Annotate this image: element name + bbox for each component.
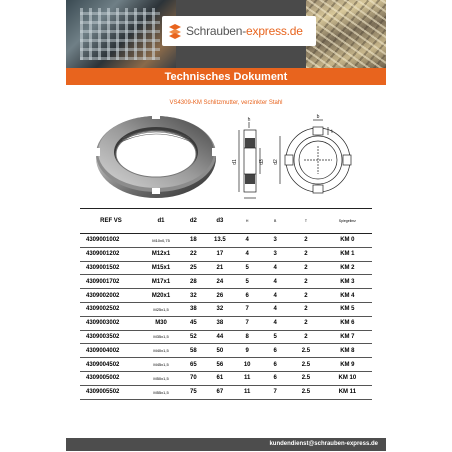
table-cell: 4309004002	[80, 344, 142, 358]
table-cell: KM 0	[323, 234, 372, 248]
table-cell: 75	[180, 385, 206, 399]
table-row	[80, 247, 372, 261]
table-cell: 45	[180, 316, 206, 330]
table-cell: 2.5	[289, 358, 323, 372]
footer-email[interactable]: kundendienst@schrauben-express.de	[269, 441, 378, 447]
table-row	[80, 330, 372, 344]
table-cell: 2	[289, 234, 323, 248]
document-title-bar	[66, 68, 386, 85]
table-row	[80, 358, 372, 372]
col-header-d1: d1	[142, 209, 180, 234]
table-cell: M30	[142, 316, 180, 330]
table-cell: 52	[180, 330, 206, 344]
table-cell: 7	[233, 316, 261, 330]
table-cell: 4309005002	[80, 371, 142, 385]
table-cell: 2	[289, 275, 323, 289]
col-header-d2: d2	[180, 209, 206, 234]
table-cell: 4	[261, 302, 289, 316]
table-cell: KM 9	[323, 358, 372, 372]
table-cell: 6	[261, 358, 289, 372]
table-cell: KM 11	[323, 385, 372, 399]
table-cell: KM 5	[323, 302, 372, 316]
table-cell: 2	[289, 289, 323, 303]
table-cell: 4309001502	[80, 261, 142, 275]
table-cell: 4	[233, 234, 261, 248]
table-cell: 6	[261, 344, 289, 358]
label-b: b	[316, 114, 320, 120]
slotted-nut-photo	[94, 114, 218, 198]
table-cell: 32	[207, 302, 234, 316]
front-view-drawing	[280, 120, 351, 193]
table-cell: KM 7	[323, 330, 372, 344]
table-cell: 4	[261, 261, 289, 275]
table-cell: 11	[233, 385, 261, 399]
table-cell: M15x1	[142, 261, 180, 275]
table-cell: 8	[233, 330, 261, 344]
table-row	[80, 261, 372, 275]
table-cell: 4309001202	[80, 247, 142, 261]
table-cell: M10x0,75	[142, 234, 180, 248]
label-d2: d2	[273, 159, 279, 165]
table-cell: 4309003002	[80, 316, 142, 330]
table-cell: M50x1,5	[142, 371, 180, 385]
table-row	[80, 316, 372, 330]
table-cell: 3	[261, 234, 289, 248]
table-cell: 4309002002	[80, 289, 142, 303]
table-cell: M17x1	[142, 275, 180, 289]
table-row	[80, 385, 372, 399]
table-cell: 2.5	[289, 371, 323, 385]
table-cell: 4309001002	[80, 234, 142, 248]
table-cell: 2	[289, 330, 323, 344]
table-cell: 4309005502	[80, 385, 142, 399]
table-cell: 32	[180, 289, 206, 303]
table-cell: 7	[261, 385, 289, 399]
table-cell: 26	[207, 289, 234, 303]
table-cell: M25x1,5	[142, 302, 180, 316]
table-cell: 10	[233, 358, 261, 372]
table-cell: 6	[233, 289, 261, 303]
document-title: Technisches Dokument	[164, 70, 288, 83]
table-cell: KM 3	[323, 275, 372, 289]
table-cell: 21	[207, 261, 234, 275]
banner-photo-screws	[306, 0, 386, 68]
col-header-t: T	[289, 209, 323, 234]
label-d3: d3	[259, 159, 265, 165]
col-header-h: H	[233, 209, 261, 234]
logo-text-main: Schrauben-	[186, 24, 247, 38]
table-cell: KM 1	[323, 247, 372, 261]
table-cell: 58	[180, 344, 206, 358]
logo-mark-icon	[168, 23, 182, 39]
table-cell: 4	[261, 316, 289, 330]
table-cell: M35x1,5	[142, 330, 180, 344]
table-cell: 65	[180, 358, 206, 372]
table-cell: 28	[180, 275, 206, 289]
table-cell: 5	[233, 261, 261, 275]
table-cell: 67	[207, 385, 234, 399]
table-cell: 5	[261, 330, 289, 344]
table-cell: 38	[207, 316, 234, 330]
table-cell: 9	[233, 344, 261, 358]
table-cell: 2	[289, 247, 323, 261]
banner-photo-tools	[66, 0, 176, 68]
table-cell: 50	[207, 344, 234, 358]
document-page	[66, 0, 386, 452]
table-row	[80, 275, 372, 289]
col-header-d3: d3	[207, 209, 234, 234]
table-cell: KM 6	[323, 316, 372, 330]
table-cell: M20x1	[142, 289, 180, 303]
table-cell: 2.5	[289, 344, 323, 358]
table-row	[80, 234, 372, 248]
footer-bar	[66, 438, 386, 451]
table-cell: 5	[233, 275, 261, 289]
table-cell: 24	[207, 275, 234, 289]
table-cell: 25	[180, 261, 206, 275]
table-cell: 38	[180, 302, 206, 316]
col-header-key: Spiegellmz	[323, 209, 372, 234]
table-cell: 4	[233, 247, 261, 261]
table-row	[80, 289, 372, 303]
col-header-ref: REF VS	[80, 209, 142, 234]
table-cell: M45x1,5	[142, 358, 180, 372]
product-figure	[66, 112, 386, 204]
table-cell: 4	[261, 289, 289, 303]
table-cell: 61	[207, 371, 234, 385]
table-row	[80, 344, 372, 358]
label-d1: d1	[232, 159, 238, 165]
table-cell: KM 8	[323, 344, 372, 358]
table-cell: 11	[233, 371, 261, 385]
table-body	[80, 234, 372, 400]
table-cell: 17	[207, 247, 234, 261]
table-cell: 2	[289, 261, 323, 275]
table-cell: 2	[289, 316, 323, 330]
table-cell: 4309003502	[80, 330, 142, 344]
table-cell: 18	[180, 234, 206, 248]
table-cell: KM 10	[323, 371, 372, 385]
table-cell: 2.5	[289, 385, 323, 399]
spec-table	[80, 208, 372, 400]
label-t: t	[331, 129, 333, 135]
table-cell: 44	[207, 330, 234, 344]
table-cell: 2	[289, 302, 323, 316]
table-cell: 4309004502	[80, 358, 142, 372]
logo-wordmark	[186, 24, 303, 38]
brand-logo[interactable]	[162, 16, 316, 46]
table-row	[80, 371, 372, 385]
table-cell: 3	[261, 247, 289, 261]
product-subtitle: VS4309-KM Schlitzmutter, verzinkter Stahl	[169, 100, 283, 106]
table-cell: M40x1,5	[142, 344, 180, 358]
col-header-b: B	[261, 209, 289, 234]
header-banner	[66, 0, 386, 68]
table-cell: KM 2	[323, 261, 372, 275]
table-cell: 4309001702	[80, 275, 142, 289]
table-cell: 6	[261, 371, 289, 385]
table-cell: 22	[180, 247, 206, 261]
table-cell: 70	[180, 371, 206, 385]
table-cell: KM 4	[323, 289, 372, 303]
side-section-drawing	[239, 122, 260, 198]
table-cell: M55x1,5	[142, 385, 180, 399]
table-cell: M12x1	[142, 247, 180, 261]
table-cell: 56	[207, 358, 234, 372]
table-cell: 7	[233, 302, 261, 316]
table-cell: 4	[261, 275, 289, 289]
table-cell: 13.5	[207, 234, 234, 248]
table-cell: 4309002502	[80, 302, 142, 316]
table-header-row	[80, 209, 372, 234]
label-h: h	[247, 117, 251, 123]
table-row	[80, 302, 372, 316]
logo-text-accent: express.de	[246, 24, 303, 38]
